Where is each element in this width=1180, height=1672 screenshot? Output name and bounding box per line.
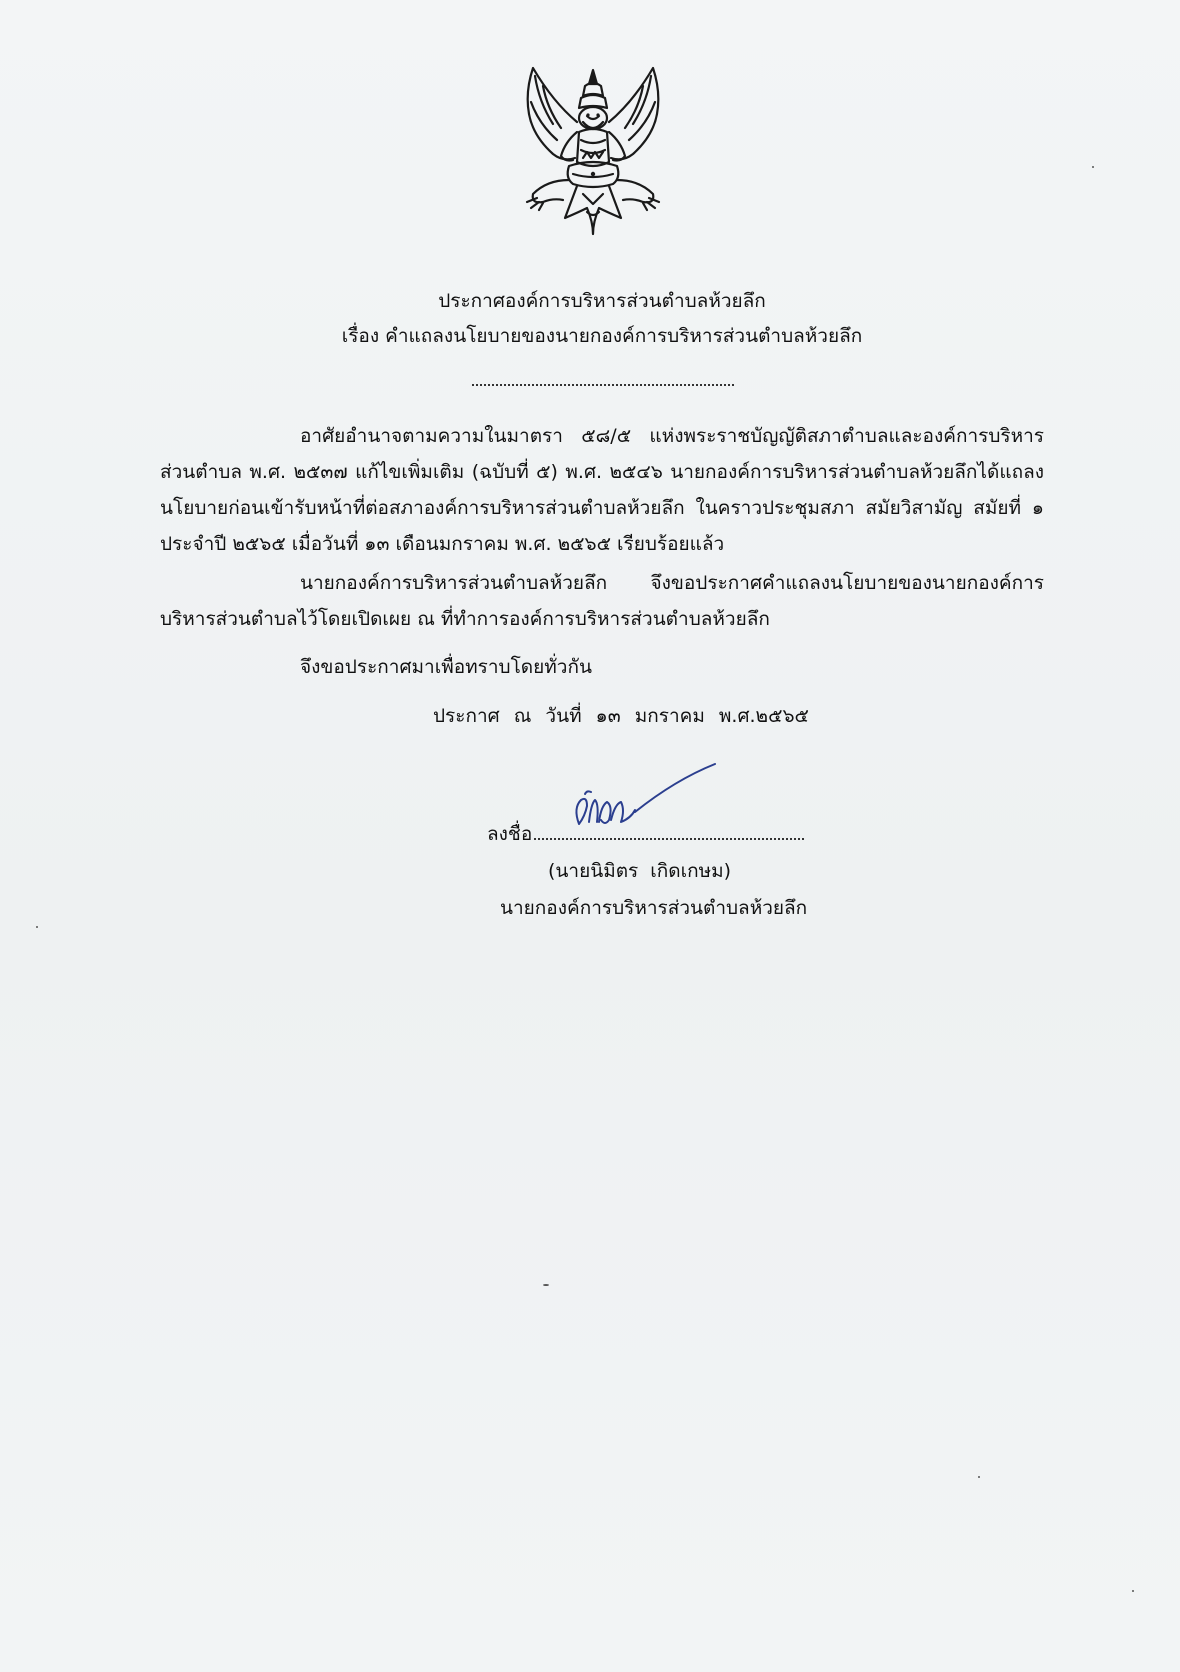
body-paragraph-authority: อาศัยอำนาจตามความในมาตรา ๕๘/๕ แห่งพระราชบัญญัติสภาตำบลและองค์การบริหารส่วนตำบล พ.ศ. ๒๕๓๗ แก้ไขเพิ่มเติม (ฉบับที่ ๕) พ.ศ. ๒๕๔๖ นายกองค์การบริหารส่วนตำบลห้วยลึกได้แถลงนโยบายก่อนเข้ารับหน้าที่ต่อสภาองค์การบริหารส่วนตำบลห้วยลึก ในคราวประชุมสภา สมัยวิสามัญ สมัยที่ ๑ ประจำปี ๒๕๖๕ เมื่อวันที่ ๑๓ เดือนมกราคม พ.ศ. ๒๕๖๕ เรียบร้อยแล้ว (160, 425, 1044, 555)
paper-speck (978, 1476, 980, 1478)
garuda-emblem-icon (503, 62, 683, 240)
signature-line (487, 818, 804, 849)
dotted-divider (472, 384, 734, 386)
announcement-date: ประกาศ ณ วันที่ ๑๓ มกราคม พ.ศ.๒๕๖๕ (433, 705, 809, 727)
signature-dotted-line (534, 818, 804, 840)
signer-position: นายกองค์การบริหารส่วนตำบลห้วยลึก (500, 897, 808, 919)
body-paragraph-declaration: นายกองค์การบริหารส่วนตำบลห้วยลึก จึงขอประกาศคำแถลงนโยบายของนายกองค์การบริหารส่วนตำบลไว้โดยเปิดเผย ณ ที่ทำการองค์การบริหารส่วนตำบลห้วยลึก (160, 572, 1044, 630)
signer-name: (นายนิมิตร เกิดเกษม) (548, 860, 732, 882)
announcement-subject: เรื่อง คำแถลงนโยบายของนายกองค์การบริหารส่วนตำบลห้วยลึก (341, 325, 863, 347)
sign-label: ลงชื่อ (487, 823, 533, 845)
paper-speck (1132, 1590, 1134, 1592)
body-paragraph-closing: จึงขอประกาศมาเพื่อทราบโดยทั่วกัน (300, 656, 592, 678)
paper-speck (36, 926, 38, 928)
paper-speck (543, 1284, 549, 1286)
paper-speck (1092, 166, 1094, 168)
announcement-title: ประกาศองค์การบริหารส่วนตำบลห้วยลึก (438, 290, 766, 312)
